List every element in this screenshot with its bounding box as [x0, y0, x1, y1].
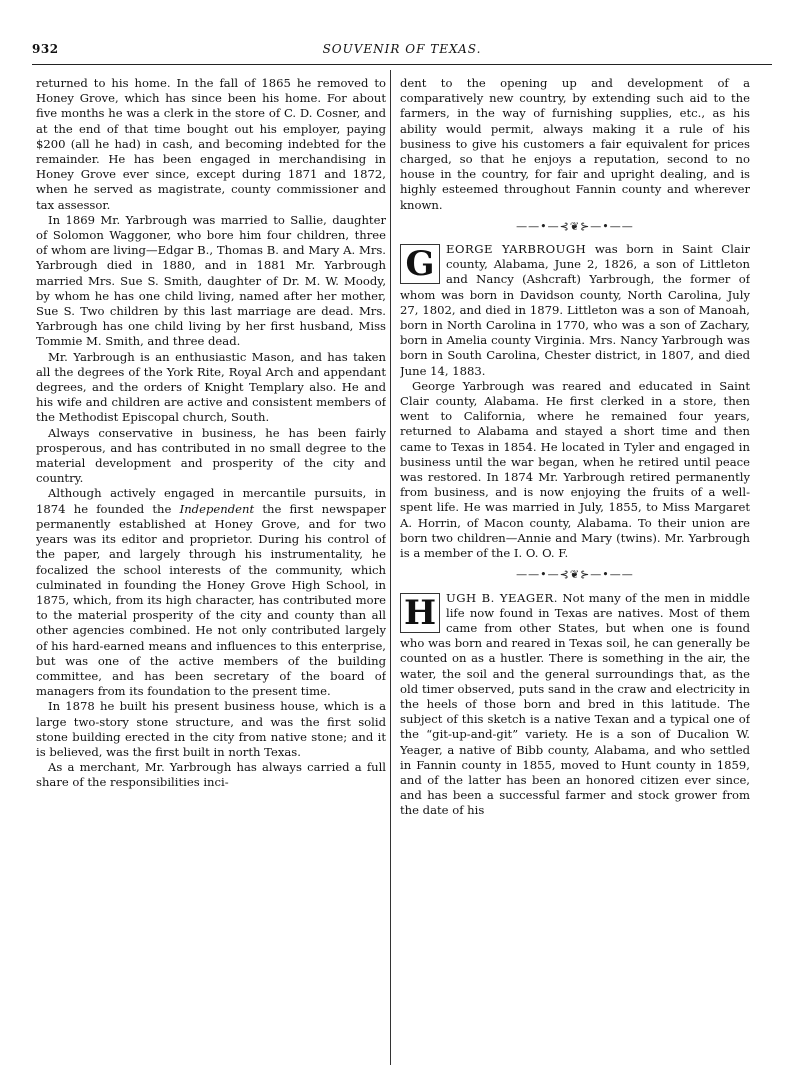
page-header — [32, 38, 772, 65]
column-divider — [390, 70, 391, 1065]
bio-paragraph: George Yarbrough was reared and educated in Saint Clair county, Alabama. He first clerked in a store, then went to California, where he remained four years, returned to Alabama and stayed a short time and then came to Texas in 1854. He located in Tyler and engaged in business until the war began, when he retired until peace was restored. In 1874 Mr. Yarbrough retired permanently from business, and is now enjoying the fruits of a well-spent life. He was married in July, 1855, to Miss Margaret A. Horrin, of Macon county, Alabama. To their union are born two children—Annie and Mary (twins). Mr. Yarbrough is a member of the I. O. O. F. — [400, 378, 750, 561]
text-run: Not many of the men in middle life now found in Texas are natives. Most of them came from other States, but when one is found who was born and reared in Texas soil, he can generally be counted on as a hustler. There is something in the air, the water, the soil and the general surroundings that, as the old timer observed, puts sand in the craw and electricity in the heels of those born and bred in this latitude. The subject of this sketch is a native Texan and a typical one of the “git-up-and-git” variety. He is a son of Ducalion W. Yeager, a native of Bibb county, Alabama, and who settled in Fannin county in 1855, moved to Hunt county in 1859, and of the latter has been an honored citizen ever since, and has been a successful farmer and stock grower from the date of his — [400, 590, 750, 818]
text-run: the first newspaper permanently established at Honey Grove, and for two years was its editor and proprietor. During his control of the paper, and largely through his instrumentality, he focalized the school interests of the community, which culminated in founding the Honey Grove High School, in 1875, which, from its high character, has contributed more to the material prosperity of the city and county than all other agencies combined. He not only contributed largely of his hard-earned means and influences to this enterprise, but was one of the active members of the building committee, and has been secretary of the board of managers from its foundation to the present time. — [36, 501, 386, 699]
bio-paragraph — [400, 242, 750, 379]
paragraph: Mr. Yarbrough is an enthusiastic Mason, and has taken all the degrees of the York Rite, Royal Arch and appendant degrees, and the orders of Knight Templary also. He and his wife and children are active and consistent members of the Methodist Episcopal church, South. — [36, 349, 386, 425]
ornament-divider: ——•—⊰❦⊱—•—— — [516, 568, 634, 582]
paragraph: In 1878 he built his present business house, which is a large two-story stone structure, and was the first solid stone building erected in the city from native stone; and it is believed, was the first built in north Texas. — [36, 699, 386, 759]
paragraph: returned to his home. In the fall of 1865 he removed to Honey Grove, which has since been his home. For about five months he was a clerk in the store of C. D. Cosner, and at the end of that time bought out his employer, paying $200 (all he had) in cash, and becoming indebted for the remainder. He has been engaged in merchandising in Honey Grove ever since, except during 1871 and 1872, when he served as magistrate, county commissioner and tax assessor. — [36, 76, 386, 212]
paragraph: As a merchant, Mr. Yarbrough has always carried a full share of the responsibilities inci- — [36, 760, 386, 790]
drop-cap-h: H — [400, 593, 440, 633]
running-head: SOUVENIR OF TEXAS. — [322, 42, 482, 56]
paragraph: dent to the opening up and development of a comparatively new country, by extending such aid to the farmers, in the way of furnishing supplies, etc., as his ability would permit, always making it a rule of his business to give his customers a fair equivalent for prices charged, so that he enjoys a reputation, second to no house in the country, for fair and upright dealing, and is highly esteemed throughout Fannin county and wherever known. — [400, 76, 750, 212]
biography-hugh-yeager — [400, 591, 750, 819]
paragraph: Always conservative in business, he has been fairly prosperous, and has contributed in no small degree to the material development and prosperity of the city and country. — [36, 425, 386, 486]
newspaper-title: Independent — [179, 501, 255, 516]
bio-name: UGH B. YEAGER. — [446, 590, 558, 605]
biography-george-yarbrough — [400, 242, 750, 561]
ornament-divider: ——•—⊰❦⊱—•—— — [516, 219, 634, 233]
text-run: Although actively engaged in mercantile pursuits, in 1874 he founded the — [36, 486, 386, 516]
bio-name: EORGE YARBROUGH — [446, 242, 587, 257]
page-number: 932 — [32, 42, 59, 56]
paragraph-independent — [36, 486, 386, 699]
text-run: was born in Saint Clair county, Alabama, June 2, 1826, a son of Littleton and Nancy (Ashcraft) Yarbrough, the former of whom was born in Davidson county, North Carolina, July 27, 1802, and died in 1879. Littleton was a son of Manoah, born in North Carolina in 1770, who was a son of Zachary, born in Amelia county Virginia. Mrs. Nancy Yarbrough was born in South Carolina, Chester district, in 1807, and died June 14, 1883. — [400, 242, 750, 378]
drop-cap-g: G — [400, 244, 440, 284]
paragraph: In 1869 Mr. Yarbrough was married to Sallie, daughter of Solomon Waggoner, who bore him four children, three of whom are living—Edgar B., Thomas B. and Mary A. Mrs. Yarbrough died in 1880, and in 1881 Mr. Yarbrough married Mrs. Sue S. Smith, daughter of Dr. M. W. Moody, by whom he has one child living, named after her mother, Sue S. Two children by this last marriage are dead. Mrs. Yarbrough has one child living by her first husband, Miss Tommie M. Smith, and three dead. — [36, 212, 386, 349]
bio-paragraph — [400, 591, 750, 819]
left-column — [36, 76, 386, 1066]
right-column — [400, 76, 750, 1066]
